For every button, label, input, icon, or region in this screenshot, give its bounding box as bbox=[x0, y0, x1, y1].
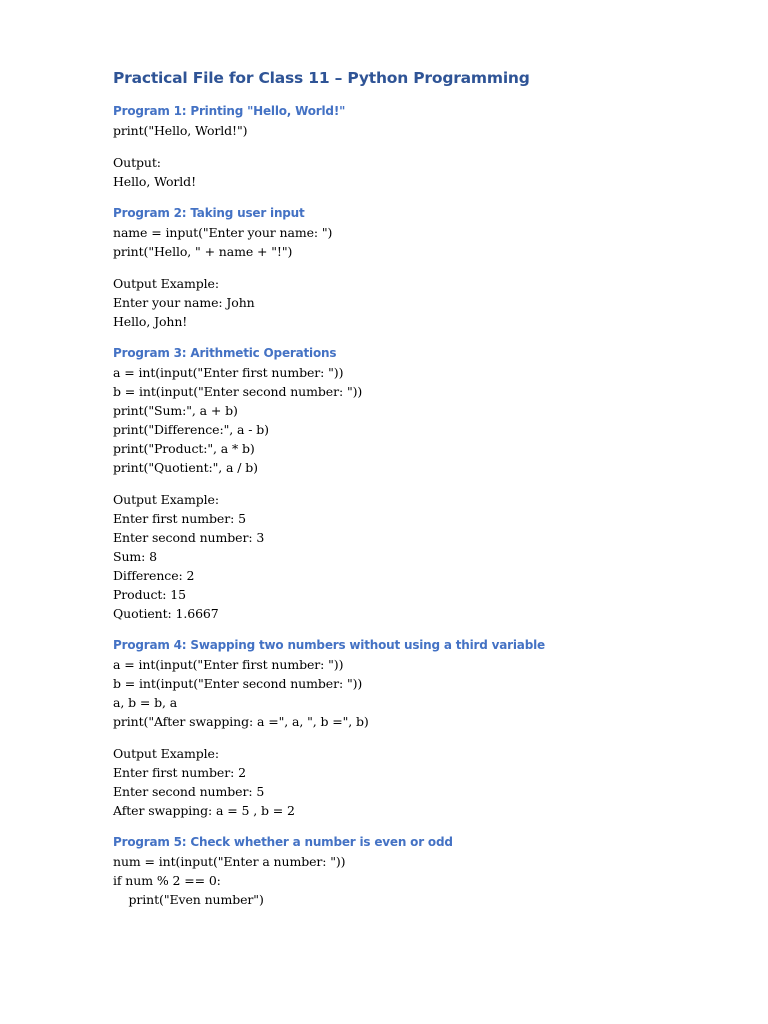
program-4-heading: Program 4: Swapping two numbers without using a third variable bbox=[113, 638, 545, 652]
document-page bbox=[113, 66, 733, 909]
program-3-section bbox=[113, 344, 733, 636]
program-2-heading: Program 2: Taking user input bbox=[113, 206, 305, 220]
output-line: Sum: 8 bbox=[113, 549, 158, 564]
program-1-heading: Program 1: Printing "Hello, World!" bbox=[113, 104, 346, 118]
program-1-section bbox=[113, 102, 733, 204]
output-line: Enter first number: 5 bbox=[113, 511, 246, 526]
output-line: Enter second number: 5 bbox=[113, 784, 265, 799]
code-line: if num % 2 == 0: bbox=[113, 873, 221, 888]
output-line: Enter first number: 2 bbox=[113, 765, 246, 780]
program-2-section bbox=[113, 204, 733, 344]
code-line: print("Product:", a * b) bbox=[113, 441, 255, 456]
code-line: a, b = b, a bbox=[113, 695, 178, 710]
output-line: Hello, John! bbox=[113, 314, 188, 329]
program-5-section bbox=[113, 833, 733, 909]
code-line: print("Hello, " + name + "!") bbox=[113, 244, 293, 259]
program-4-section bbox=[113, 636, 733, 833]
program-3-heading: Program 3: Arithmetic Operations bbox=[113, 346, 337, 360]
code-line: print("Difference:", a - b) bbox=[113, 422, 269, 437]
output-label: Output Example: bbox=[113, 492, 219, 507]
code-line: a = int(input("Enter first number: ")) bbox=[113, 657, 344, 672]
program-5-heading: Program 5: Check whether a number is even or odd bbox=[113, 835, 453, 849]
output-label: Output: bbox=[113, 155, 161, 170]
code-line: print("Quotient:", a / b) bbox=[113, 460, 258, 475]
code-line: print("After swapping: a =", a, ", b =", b) bbox=[113, 714, 369, 729]
document-title: Practical File for Class 11 – Python Programming bbox=[113, 69, 530, 87]
output-label: Output Example: bbox=[113, 746, 219, 761]
output-line: Quotient: 1.6667 bbox=[113, 606, 219, 621]
code-line: a = int(input("Enter first number: ")) bbox=[113, 365, 344, 380]
code-line: print("Even number") bbox=[113, 892, 264, 907]
output-line: Difference: 2 bbox=[113, 568, 195, 583]
output-line: Hello, World! bbox=[113, 174, 196, 189]
output-line: Product: 15 bbox=[113, 587, 186, 602]
output-line: Enter second number: 3 bbox=[113, 530, 265, 545]
code-line: print("Hello, World!") bbox=[113, 123, 248, 138]
output-line: Enter your name: John bbox=[113, 295, 255, 310]
output-line: After swapping: a = 5 , b = 2 bbox=[113, 803, 295, 818]
output-label: Output Example: bbox=[113, 276, 219, 291]
code-line: print("Sum:", a + b) bbox=[113, 403, 238, 418]
code-line: name = input("Enter your name: ") bbox=[113, 225, 333, 240]
code-line: b = int(input("Enter second number: ")) bbox=[113, 384, 363, 399]
code-line: b = int(input("Enter second number: ")) bbox=[113, 676, 363, 691]
code-line: num = int(input("Enter a number: ")) bbox=[113, 854, 346, 869]
